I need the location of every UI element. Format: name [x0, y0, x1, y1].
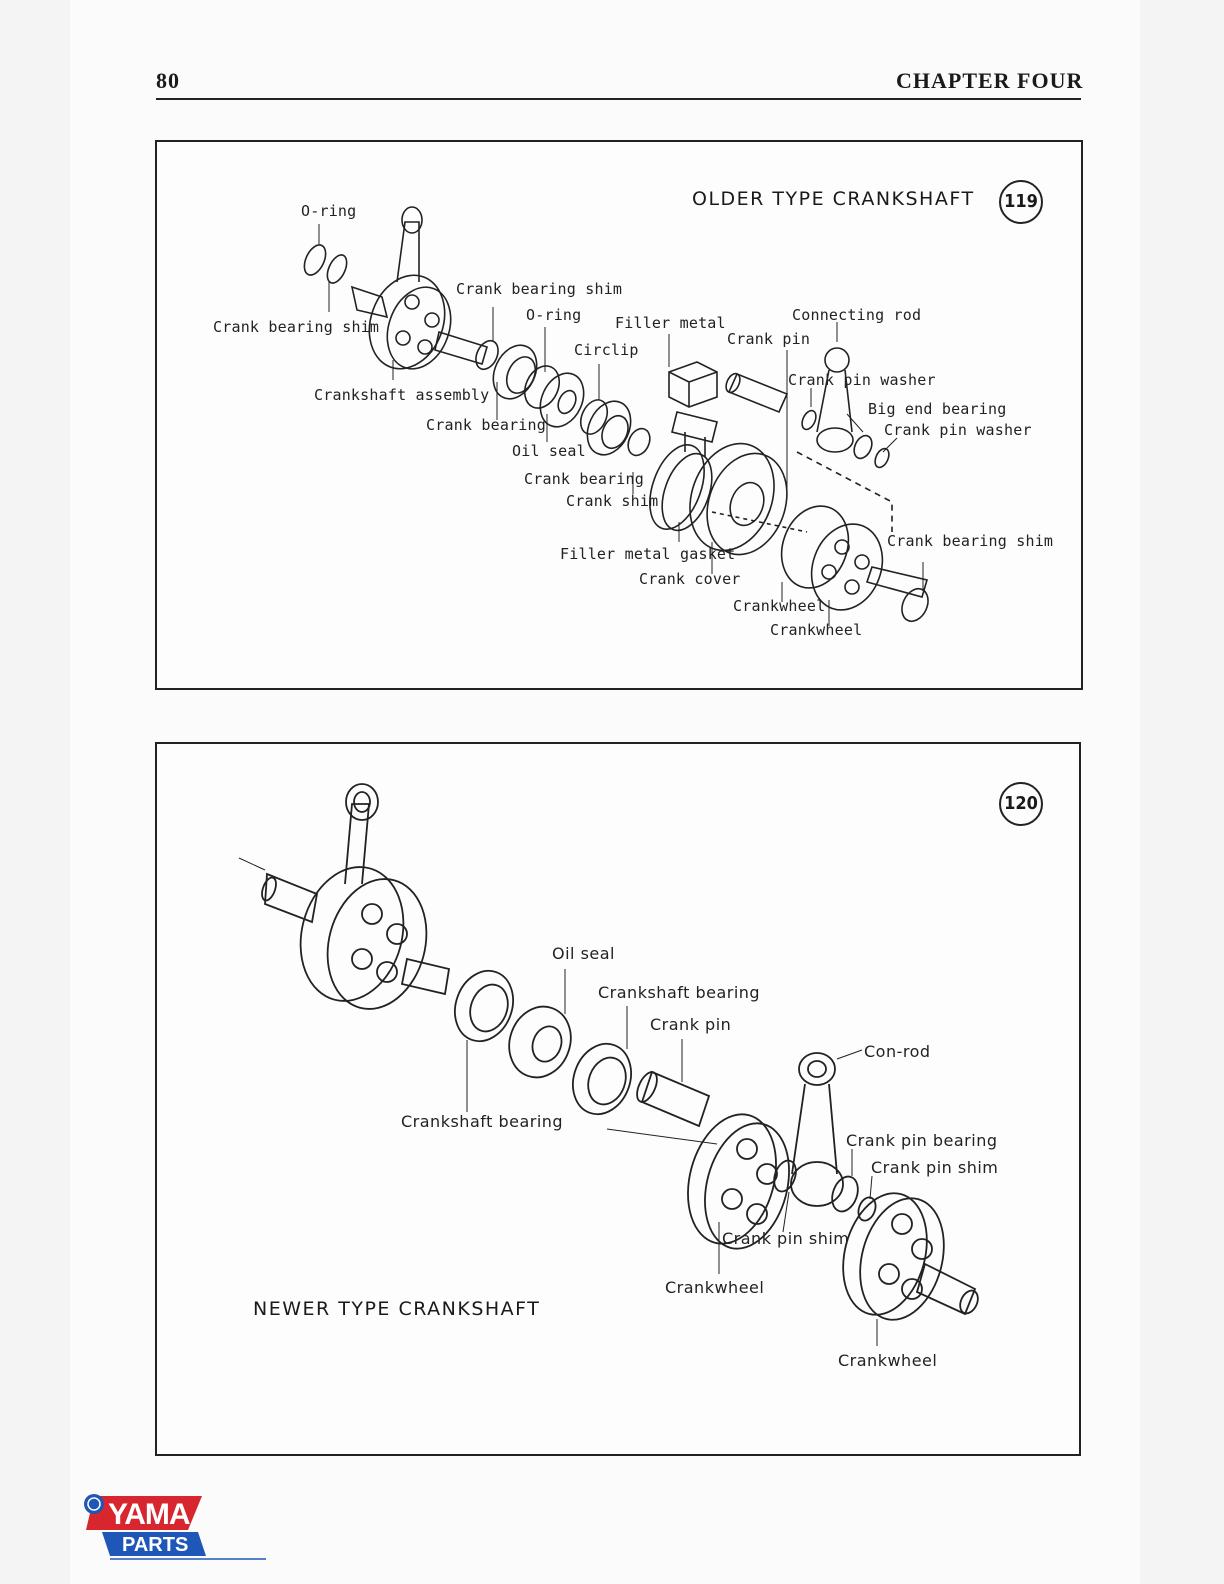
logo-text-parts: PARTS — [122, 1534, 189, 1556]
label-oil-seal: Oil seal — [512, 442, 586, 460]
crank-pin-part — [633, 1069, 709, 1126]
chapter-title: CHAPTER FOUR — [896, 68, 1084, 93]
label-crank-cover: Crank cover — [639, 570, 741, 588]
label-o-ring: O-ring — [526, 306, 582, 324]
logo-text-yama: YAMA — [108, 1498, 190, 1531]
header-rule — [156, 98, 1081, 100]
figure-120-drawing — [157, 744, 1079, 1454]
label-crank-pin-shim: Crank pin shim — [722, 1229, 850, 1248]
figure-119-panel — [155, 140, 1083, 690]
figure-119-number: 119 — [999, 180, 1043, 224]
label-connecting-rod: Connecting rod — [792, 306, 922, 324]
label-oil-seal: Oil seal — [552, 944, 615, 963]
label-crankwheel: Crankwheel — [770, 621, 863, 639]
figure-119-title: OLDER TYPE CRANKSHAFT — [692, 188, 975, 210]
crankshaft-bearing-right-part — [563, 1036, 640, 1123]
label-crankwheel: Crankwheel — [838, 1351, 938, 1370]
label-crank-shim: Crank shim — [566, 492, 659, 510]
crankshaft-left-part — [239, 784, 449, 1020]
label-crankwheel: Crankwheel — [733, 597, 826, 615]
label-crank-pin-shim: Crank pin shim — [871, 1158, 999, 1177]
filler-metal-part — [669, 362, 717, 457]
label-crank-pin: Crank pin — [727, 330, 811, 348]
figure-120-panel — [155, 742, 1081, 1456]
label-o-ring: O-ring — [301, 202, 357, 220]
label-big-end-bearing: Big end bearing — [868, 400, 1007, 418]
label-crank-bearing: Crank bearing — [524, 470, 644, 488]
label-con-rod: Con-rod — [864, 1042, 931, 1061]
label-crank-bearing-shim: Crank bearing shim — [887, 532, 1054, 550]
label-crank-pin-bearing: Crank pin bearing — [846, 1131, 998, 1150]
yamaparts-logo — [80, 1490, 270, 1562]
crank-bearing-right-part — [576, 394, 654, 462]
figure-120-number: 120 — [999, 782, 1043, 826]
label-crankwheel: Crankwheel — [665, 1278, 765, 1297]
label-crank-bearing-shim: Crank bearing shim — [456, 280, 623, 298]
crank-pin-part — [723, 371, 787, 412]
label-crank-pin-washer: Crank pin washer — [884, 421, 1032, 439]
label-crank-bearing-shim: Crank bearing shim — [213, 318, 380, 336]
figure-120-title: NEWER TYPE CRANKSHAFT — [253, 1298, 541, 1320]
label-filler-metal-gasket: Filler metal gasket — [560, 545, 736, 563]
o-ring-left-part — [300, 242, 351, 286]
page-number: 80 — [156, 68, 180, 93]
label-circlip: Circlip — [574, 341, 639, 359]
label-crank-pin-washer: Crank pin washer — [788, 371, 936, 389]
label-filler-metal: Filler metal — [615, 314, 726, 332]
label-crankshaft-bearing: Crankshaft bearing — [401, 1112, 564, 1131]
label-crank-bearing: Crank bearing — [426, 416, 546, 434]
label-crank-pin: Crank pin — [650, 1015, 732, 1034]
label-crankshaft-bearing: Crankshaft bearing — [598, 983, 761, 1002]
label-crankshaft-assembly: Crankshaft assembly — [314, 386, 490, 404]
